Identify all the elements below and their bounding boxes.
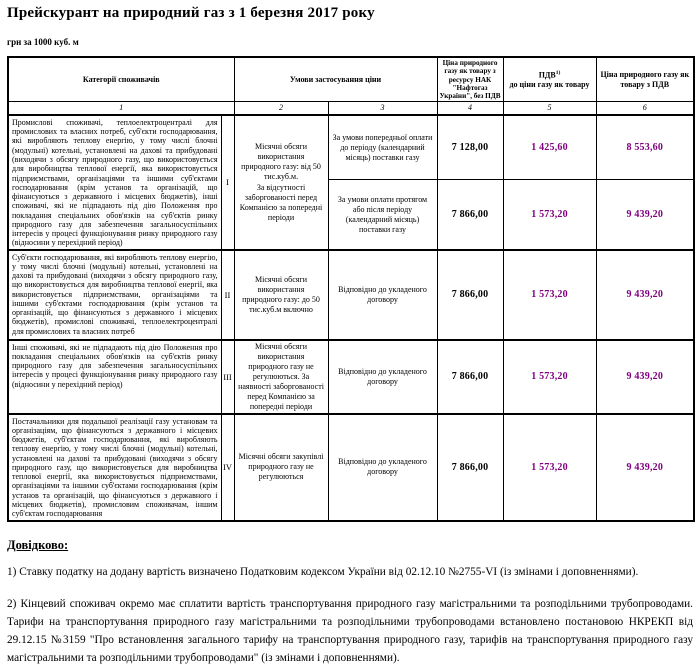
payment-condition-cell: Відповідно до укладеного договору	[328, 250, 437, 340]
volume-condition-text2: За відсутності заборгованості перед Компанією за попередні періоди	[239, 182, 323, 222]
price-with-vat-cell: 9 439,20	[596, 340, 694, 414]
vat-cell: 1 573,20	[503, 340, 596, 414]
column-number-6: 6	[596, 102, 694, 115]
price-with-vat-cell: 9 439,20	[596, 250, 694, 340]
table-row	[8, 250, 694, 340]
volume-condition-cell: Місячні обсяги закупівлі природного газу не регулюються	[234, 414, 328, 521]
category-cell: Промислові споживачі, теплоелектроцентралі для промислових та власних потреб, суб'єкти господарювання, які виробляють теплову енергію, у тому числі блочні (модульні) котельні, установлені на дахові та прибудовані (виходячи з обсягу природного газу, що використовується для виробництва теплової енергії, яка використовується підприємствами, організаціями та іншими суб'єктами господарювання (крім установ та організацій, що фінансуються з державного і місцевих бюджетів), інші споживачі, які не підпадають під дію Положення про покладання спеціальних обов'язків на суб'єктів ринку природного газу для забезпечення загальносуспільних інтересів у процесі функціонування ринку природного газу (відносини у перехідний період)	[8, 115, 221, 250]
price-with-vat-cell: 9 439,20	[596, 414, 694, 521]
roman-numeral: II	[221, 250, 234, 340]
header-price-conditions: Умови застосування ціни	[234, 57, 437, 102]
volume-condition-cell: Місячні обсяги використання природного газу не регулюються. За наявності заборгованості перед Компанією за попередні періоди	[234, 340, 328, 414]
roman-numeral: I	[221, 115, 234, 250]
column-number-4: 4	[437, 102, 503, 115]
table-row	[8, 414, 694, 521]
price-no-vat-cell: 7 128,00	[437, 115, 503, 180]
table-row	[8, 115, 694, 180]
price-no-vat-cell: 7 866,00	[437, 250, 503, 340]
header-price-with-vat: Ціна природного газу як товару з ПДВ	[596, 57, 694, 102]
payment-condition-cell: За умови оплати протягом або після періоду (календарний місяць) поставки газу	[328, 180, 437, 250]
header-vat	[503, 57, 596, 102]
footnote-1: 1) Ставку податку на додану вартість визначено Податковим кодексом України від 02.12.10 №2755-VI (із змінами і доповненнями).	[7, 565, 639, 578]
vat-cell: 1 573,20	[503, 180, 596, 250]
roman-numeral: III	[221, 340, 234, 414]
category-cell: Постачальники для подальшої реалізації газу установам та організаціям, що фінансуються з державного і місцевих бюджетів, суб'єктам господарювання, які виробляють теплову енергію, у тому числі блочні (модульні) котельні, установлені на дахові та прибудовані (виходячи з обсягу природного газу, що використовується для виробництва теплової енергії, яка використовується підприємствами, організаціями та іншими суб'єктами господарювання (крім установ та організацій, що фінансуються з державного і місцевих бюджетів), промисловим споживачам, іншим суб'єктам господарювання	[8, 414, 221, 521]
price-no-vat-cell: 7 866,00	[437, 414, 503, 521]
volume-condition-cell: Місячні обсяги використання природного газу: до 50 тис.куб.м включно	[234, 250, 328, 340]
price-no-vat-cell: 7 866,00	[437, 180, 503, 250]
roman-numeral: IV	[221, 414, 234, 521]
column-number-3: 3	[328, 102, 437, 115]
column-number-5: 5	[503, 102, 596, 115]
column-number-1: 1	[8, 102, 234, 115]
vat-cell: 1 573,20	[503, 250, 596, 340]
footnote-2: 2) Кінцевий споживач окремо має сплатити вартість транспортування природного газу магістральними та розподільними трубопроводами. Тарифи на транспортування природного газу магістральними та розподільними трубопроводами встановлено постановою НКРЕКП від 29.12.15 №3159 "Про встановлення загального тарифу на транспортування природного газу, тарифів на транспортування природного газу магістральними та розподільними трубопроводами" (із змінами і доповненнями).	[7, 598, 693, 664]
header-price-no-vat: Ціна природного газу як товару з ресурсу НАК "Нафтогаз України", без ПДВ	[437, 57, 503, 102]
category-cell: Суб'єкти господарювання, які виробляють теплову енергію, у тому числі блочні (модульні) котельні, установлені на дахові та прибудовані (виходячи з обсягу природного газу, що використовується для виробництва теплової енергії, яка використовується підприємствами, організаціями та іншими суб'єктами господарювання (крім установ та організацій, що фінансуються з державного і місцевих бюджетів), промислові споживачі, теплоелектроцентралі для промислових та власних потреб	[8, 250, 221, 340]
volume-condition-text: Місячні обсяги використання природного газу: від 50 тис.куб.м.	[241, 141, 321, 181]
column-number-row	[8, 102, 694, 115]
price-no-vat-cell: 7 866,00	[437, 340, 503, 414]
payment-condition-cell: За умови попередньої оплати до періоду (календарний місяць) поставки газу	[328, 115, 437, 180]
vat-cell: 1 425,60	[503, 115, 596, 180]
category-cell: Інші споживачі, які не підпадають під дію Положення про покладання спеціальних обов'язків на суб'єктів ринку природного газу для забезпечення загальносуспільних інтересів у процесі функціонування ринку природного газу (відносини у перехідний період)	[8, 340, 221, 414]
reference-heading: Довідково:	[7, 537, 69, 552]
table-row	[8, 340, 694, 414]
header-vat-line2: до ціни газу як товару	[509, 80, 590, 90]
page-title: Прейскурант на природний газ з 1 березня 2017 року	[7, 5, 375, 21]
price-with-vat-cell: 8 553,60	[596, 115, 694, 180]
table-header-row	[8, 57, 694, 102]
vat-footnote-marker: 1)	[555, 69, 561, 76]
vat-cell: 1 573,20	[503, 414, 596, 521]
payment-condition-cell: Відповідно до укладеного договору	[328, 340, 437, 414]
column-number-2: 2	[234, 102, 328, 115]
header-vat-label: ПДВ	[538, 70, 556, 80]
price-with-vat-cell: 9 439,20	[596, 180, 694, 250]
header-vat-line1	[507, 70, 593, 80]
unit-note: грн за 1000 куб. м	[7, 37, 79, 47]
payment-condition-cell: Відповідно до укладеного договору	[328, 414, 437, 521]
header-categories: Категорії споживачів	[8, 57, 234, 102]
gas-price-table	[7, 56, 695, 522]
volume-condition-cell	[234, 115, 328, 250]
